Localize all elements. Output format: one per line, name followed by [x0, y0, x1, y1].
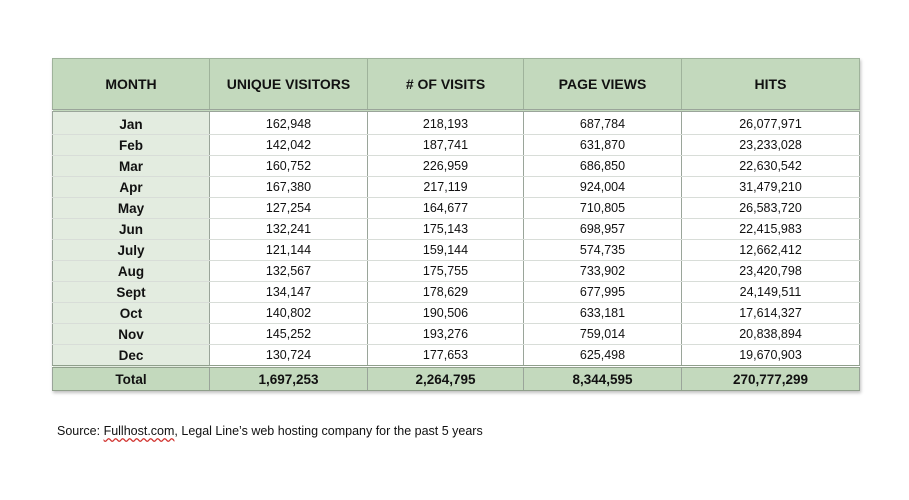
table-row — [53, 240, 860, 261]
header-hits: HITS — [682, 59, 860, 111]
page-views-cell: 698,957 — [524, 219, 682, 240]
page-views-cell: 759,014 — [524, 324, 682, 345]
page-views-cell: 677,995 — [524, 282, 682, 303]
hits-cell: 31,479,210 — [682, 177, 860, 198]
page-views-cell: 625,498 — [524, 345, 682, 367]
month-cell: Oct — [53, 303, 210, 324]
hits-cell: 23,233,028 — [682, 135, 860, 156]
header-visits: # OF VISITS — [368, 59, 524, 111]
table-row — [53, 261, 860, 282]
visits-cell: 193,276 — [368, 324, 524, 345]
page-views-cell: 924,004 — [524, 177, 682, 198]
unique-visitors-cell: 142,042 — [210, 135, 368, 156]
table-row — [53, 198, 860, 219]
page-views-cell: 687,784 — [524, 111, 682, 135]
month-cell: Feb — [53, 135, 210, 156]
unique-visitors-cell: 160,752 — [210, 156, 368, 177]
hits-cell: 26,077,971 — [682, 111, 860, 135]
page-views-cell: 686,850 — [524, 156, 682, 177]
header-row — [53, 59, 860, 111]
unique-visitors-cell: 127,254 — [210, 198, 368, 219]
source-suffix: , Legal Line’s web hosting company for the past 5 years — [174, 424, 483, 438]
table-body — [53, 111, 860, 367]
unique-visitors-cell: 130,724 — [210, 345, 368, 367]
table-row — [53, 177, 860, 198]
unique-visitors-cell: 140,802 — [210, 303, 368, 324]
total-hits: 270,777,299 — [682, 367, 860, 391]
unique-visitors-cell: 145,252 — [210, 324, 368, 345]
visits-cell: 159,144 — [368, 240, 524, 261]
web-stats-table — [52, 58, 860, 391]
month-cell: Jun — [53, 219, 210, 240]
hits-cell: 24,149,511 — [682, 282, 860, 303]
month-cell: July — [53, 240, 210, 261]
total-label: Total — [53, 367, 210, 391]
total-row — [53, 367, 860, 391]
source-link[interactable]: Fullhost.com — [103, 424, 175, 438]
month-cell: Jan — [53, 111, 210, 135]
hits-cell: 22,630,542 — [682, 156, 860, 177]
hits-cell: 20,838,894 — [682, 324, 860, 345]
hits-cell: 22,415,983 — [682, 219, 860, 240]
hits-cell: 23,420,798 — [682, 261, 860, 282]
month-cell: May — [53, 198, 210, 219]
visits-cell: 177,653 — [368, 345, 524, 367]
table-row — [53, 303, 860, 324]
header-month: MONTH — [53, 59, 210, 111]
visits-cell: 187,741 — [368, 135, 524, 156]
visits-cell: 175,143 — [368, 219, 524, 240]
month-cell: Mar — [53, 156, 210, 177]
unique-visitors-cell: 132,567 — [210, 261, 368, 282]
table-row — [53, 324, 860, 345]
month-cell: Apr — [53, 177, 210, 198]
visits-cell: 178,629 — [368, 282, 524, 303]
table-row — [53, 111, 860, 135]
total-page-views: 8,344,595 — [524, 367, 682, 391]
month-cell: Nov — [53, 324, 210, 345]
hits-cell: 26,583,720 — [682, 198, 860, 219]
unique-visitors-cell: 121,144 — [210, 240, 368, 261]
visits-cell: 175,755 — [368, 261, 524, 282]
unique-visitors-cell: 162,948 — [210, 111, 368, 135]
month-cell: Dec — [53, 345, 210, 367]
unique-visitors-cell: 132,241 — [210, 219, 368, 240]
table-row — [53, 156, 860, 177]
header-unique-visitors: UNIQUE VISITORS — [210, 59, 368, 111]
table-row — [53, 219, 860, 240]
visits-cell: 218,193 — [368, 111, 524, 135]
source-prefix: Source: — [57, 424, 104, 438]
total-unique-visitors: 1,697,253 — [210, 367, 368, 391]
month-cell: Sept — [53, 282, 210, 303]
page-views-cell: 710,805 — [524, 198, 682, 219]
table-row — [53, 135, 860, 156]
visits-cell: 164,677 — [368, 198, 524, 219]
table-row — [53, 345, 860, 367]
total-visits: 2,264,795 — [368, 367, 524, 391]
hits-cell: 12,662,412 — [682, 240, 860, 261]
unique-visitors-cell: 167,380 — [210, 177, 368, 198]
source-note — [57, 424, 483, 438]
hits-cell: 19,670,903 — [682, 345, 860, 367]
hits-cell: 17,614,327 — [682, 303, 860, 324]
month-cell: Aug — [53, 261, 210, 282]
visits-cell: 217,119 — [368, 177, 524, 198]
page-views-cell: 574,735 — [524, 240, 682, 261]
header-page-views: PAGE VIEWS — [524, 59, 682, 111]
unique-visitors-cell: 134,147 — [210, 282, 368, 303]
page-views-cell: 733,902 — [524, 261, 682, 282]
page-views-cell: 631,870 — [524, 135, 682, 156]
table-row — [53, 282, 860, 303]
page-views-cell: 633,181 — [524, 303, 682, 324]
visits-cell: 190,506 — [368, 303, 524, 324]
visits-cell: 226,959 — [368, 156, 524, 177]
